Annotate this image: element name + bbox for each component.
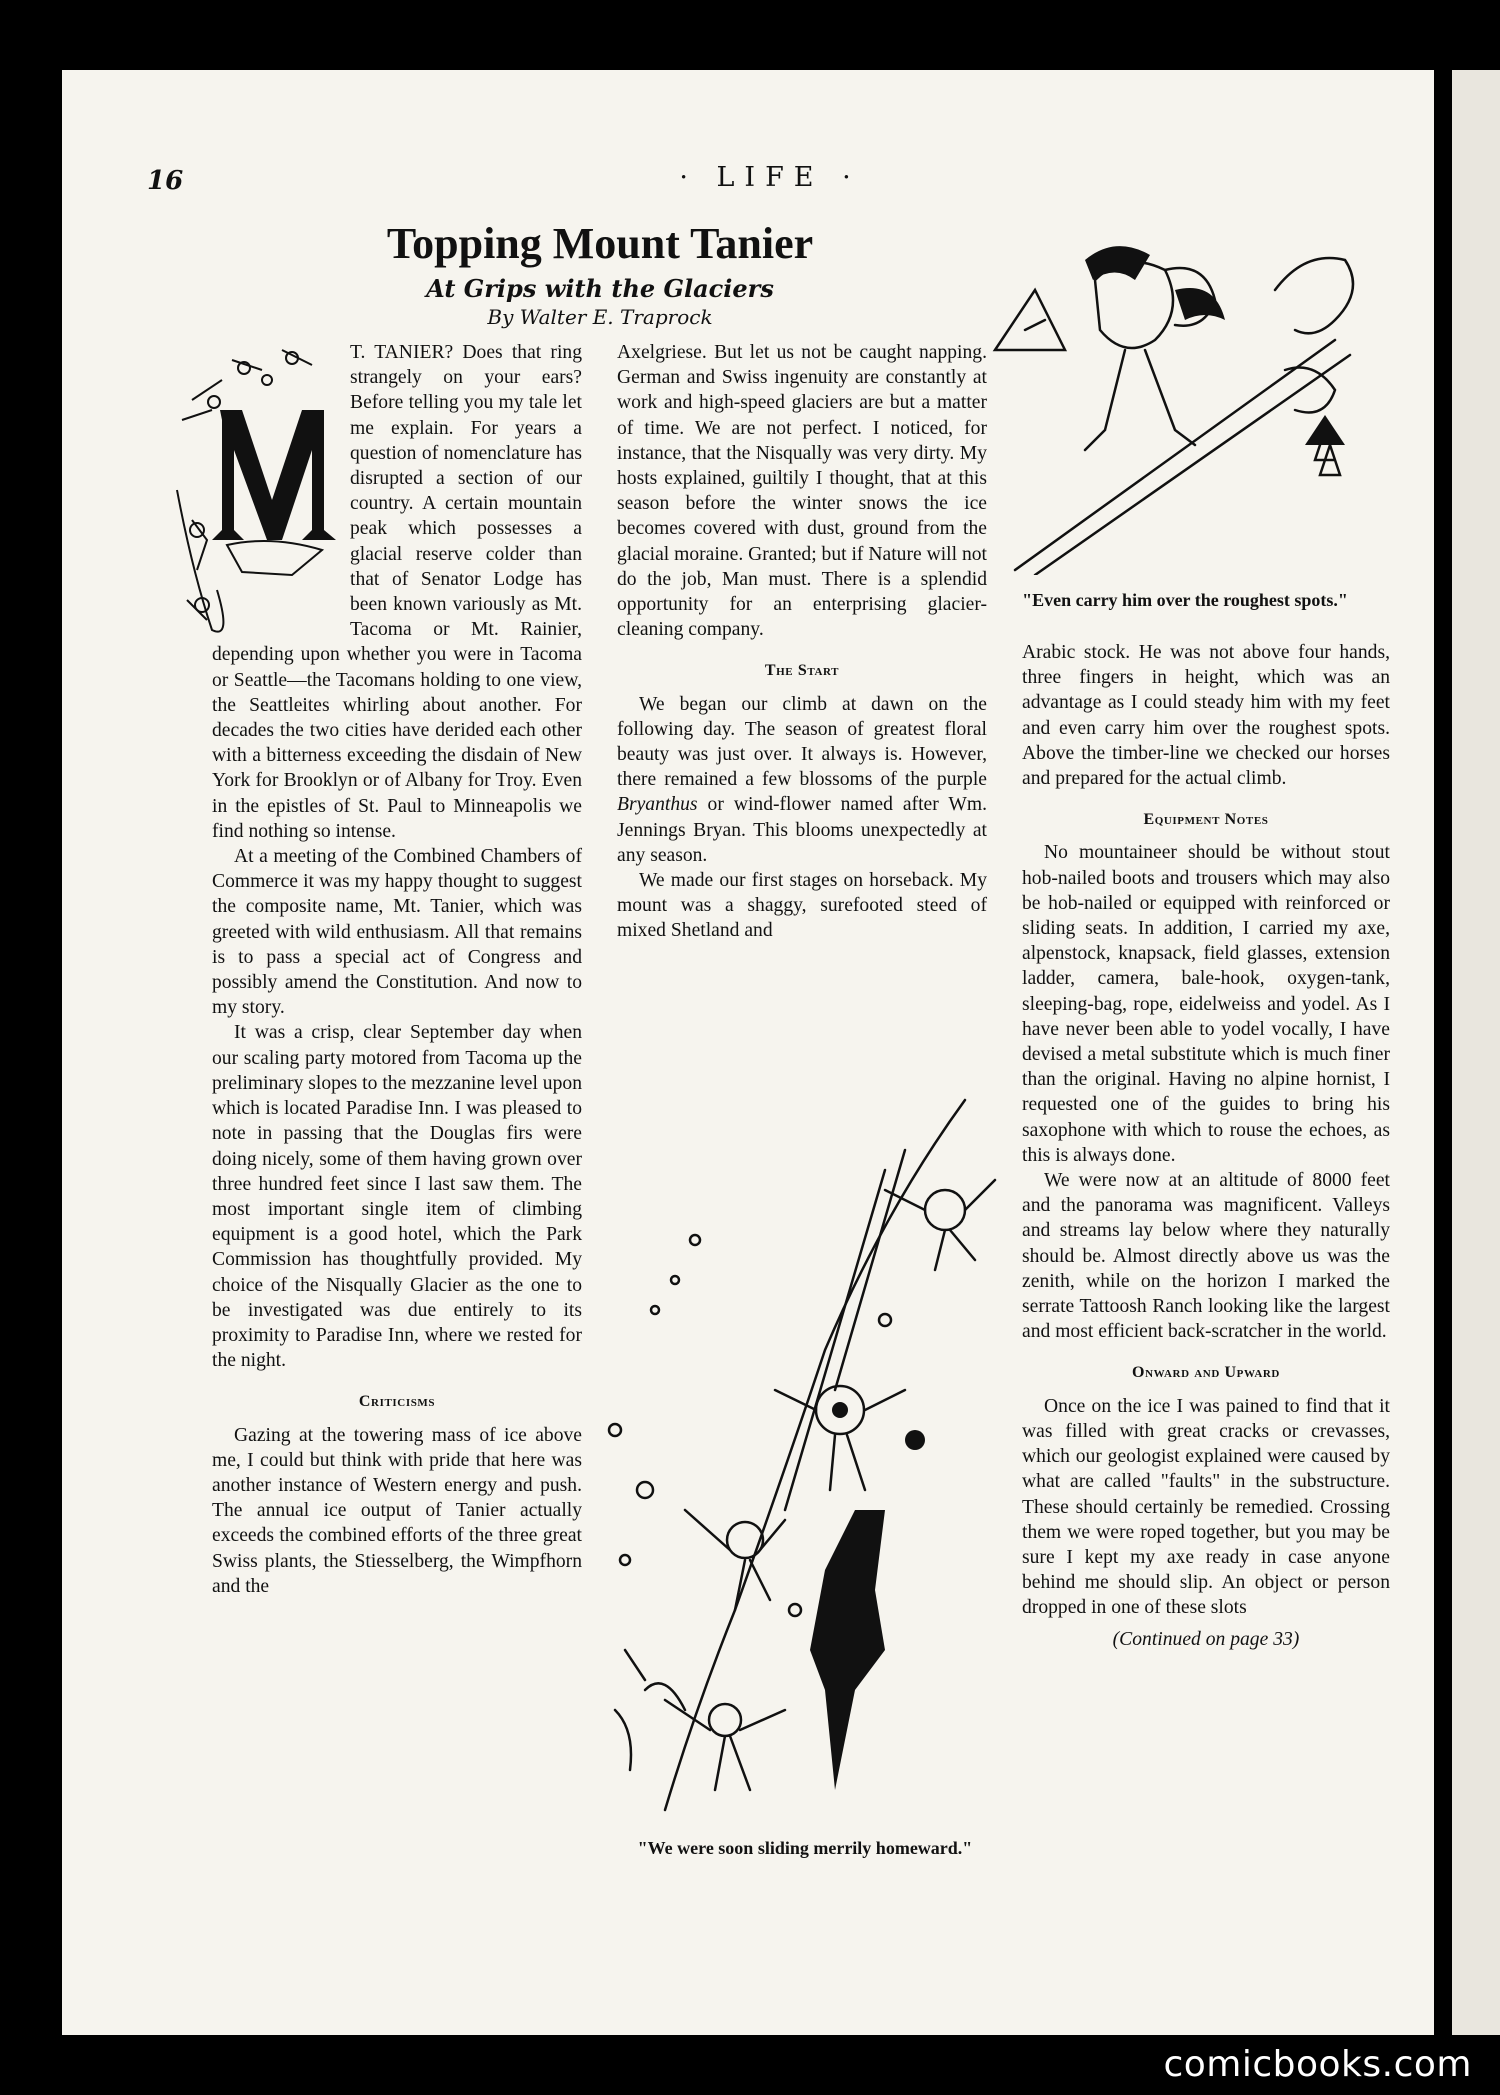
col2-paragraph-2-text: We began our climb at dawn on the following day. The season of greatest floral beauty was just over. It always is. However, there remained a few blossoms of the purple	[617, 693, 987, 791]
col1-paragraph-1: T. TANIER? Does that ring strangely on your ears? Before telling you my tale let me explain. For years a question of nomenclature has disrupted a section of our country. A certain mountain peak which possesses a glacial reserve colder than that of Senator Lodge has been known variously as Mt. Tacoma or Mt. Rainier, depending upon whether you were in Tacoma or Seattle—the Tacomans holding to one view, the Seattleites whirling about another. For decades the two cities have derided each other with a bitterness exceeding the disdain of New York for Brooklyn or of Albany for Troy. Even in the epistles of St. Paul to Minneapolis we find nothing so intense.	[212, 342, 582, 842]
col1-paragraph-3: It was a crisp, clear September day when our scaling party motored from Tacoma up the preliminary slopes to the mezzanine level upon which is located Paradise Inn. I was pleased to note in passing that the Douglas firs were doing nicely, some of them having grown over three hundred feet since I last saw them. The most important single item of climbing equipment is a good hotel, which the Park Commission has thoughtfully provided. My choice of the Nisqually Glacier as the one to be investigated was due entirely to its proximity to Paradise Inn, where we rested for the night.	[212, 1022, 582, 1372]
col2-paragraph-2	[617, 692, 987, 868]
watermark: comicbooks.com	[1163, 2044, 1472, 2085]
running-head: · LIFE ·	[679, 162, 861, 193]
col3-paragraph-2: No mountaineer should be without stout hob-nailed boots and trousers which may also be hob-nailed or equipped with reinforced or sliding seats. In addition, I carried my axe, alpenstock, knapsack, field glasses, extension ladder, camera, bale-hook, oxygen-tank, sleeping-bag, rope, eidelweiss and yodel. As I have never been able to yodel vocally, I have devised a metal substitute which is much finer than the original. Having no alpine hornist, I requested one of the guides to bring his saxophone with which to rouse the echoes, as this is always done.	[1022, 842, 1390, 1166]
column-3	[1022, 640, 1390, 1652]
article-title: Topping Mount Tanier	[386, 219, 814, 268]
col1-paragraph-2: At a meeting of the Combined Chambers of Commerce it was my happy thought to suggest the composite name, Mt. Tanier, which was greeted with wild enthusiasm. All that remains is to pass a special act of Congress and possibly amend the Constitution. And now to my story.	[212, 846, 582, 1019]
column-1	[212, 340, 582, 1599]
continued-note: (Continued on page 33)	[1112, 1628, 1300, 1650]
drop-cap-m-illustration	[172, 340, 342, 640]
horse-carrying-illustration	[975, 230, 1370, 575]
column-2	[617, 340, 987, 944]
page-number: 16	[147, 166, 184, 196]
col3-paragraph-4: Once on the ice I was pained to find that it was filled with great cracks or crevasses, which our geologist explained were caused by what are called "faults" in the substructure. These should certainly be remedied. Crossing them we were roped together, but you may be sure I kept my axe ready in case anyone behind me should slip. An object or person dropped in one of these slots	[1022, 1395, 1390, 1619]
col2-paragraph-1: Axelgriese. But let us not be caught napping. German and Swiss ingenuity are constantly at work and high-speed glaciers are but a matter of time. We are not perfect. I noticed, for instance, that the Nisqually was very dirty. My hosts explained, guiltily I thought, that at this season before the winter snows the ice becomes covered with dust, ground from the glacial moraine. Granted; but if Nature will not do the job, Man must. There is a splendid opportunity for an enterprising glacier-cleaning company.	[617, 342, 987, 641]
col1-paragraph-4: Gazing at the towering mass of ice above me, I could but think with pride that here was another instance of Western energy and push. The annual ice output of Tanier actually exceeds the combined efforts of the three great Swiss plants, the Stiesselberg, the Wimpfhorn and the	[212, 1424, 582, 1597]
caption-top: "Even carry him over the roughest spots."	[1022, 590, 1348, 610]
col2-paragraph-2-rest: or wind-flower named after Wm. Jennings Bryan. This blooms unexpectedly at any season.	[617, 794, 987, 866]
next-page-edge	[1452, 70, 1500, 2035]
col3-paragraph-3: We were now at an altitude of 8000 feet and the panorama was magnificent. Valleys and streams lay below where they naturally should be. Almost directly above us was the zenith, while on the horizon I marked the serrate Tattoosh Ranch looking like the largest and most efficient back-scratcher in the world.	[1022, 1170, 1390, 1343]
glacier-slide-illustration	[585, 1090, 1005, 1830]
col3-paragraph-1: Arabic stock. He was not above four hands, three fingers in height, which was an advantage as I could steady him with my feet and even carry him over the roughest spots. Above the timber-line we checked our horses and prepared for the actual climb.	[1022, 642, 1390, 790]
heading-equipment-notes: Equipment Notes	[1143, 811, 1269, 829]
caption-bottom: "We were soon sliding merrily homeward."	[637, 1838, 973, 1858]
bryanthus-word: Bryanthus	[617, 794, 698, 816]
heading-onward-and-upward: Onward and Upward	[1132, 1364, 1280, 1382]
heading-the-start: The Start	[764, 662, 840, 680]
col2-paragraph-3: We made our first stages on horseback. My mount was a shaggy, surefooted steed of mixed Shetland and	[617, 870, 987, 942]
heading-criticisms: Criticisms	[358, 1393, 436, 1411]
article-byline: By Walter E. Traprock	[487, 305, 713, 329]
article-subtitle: At Grips with the Glaciers	[426, 274, 774, 303]
